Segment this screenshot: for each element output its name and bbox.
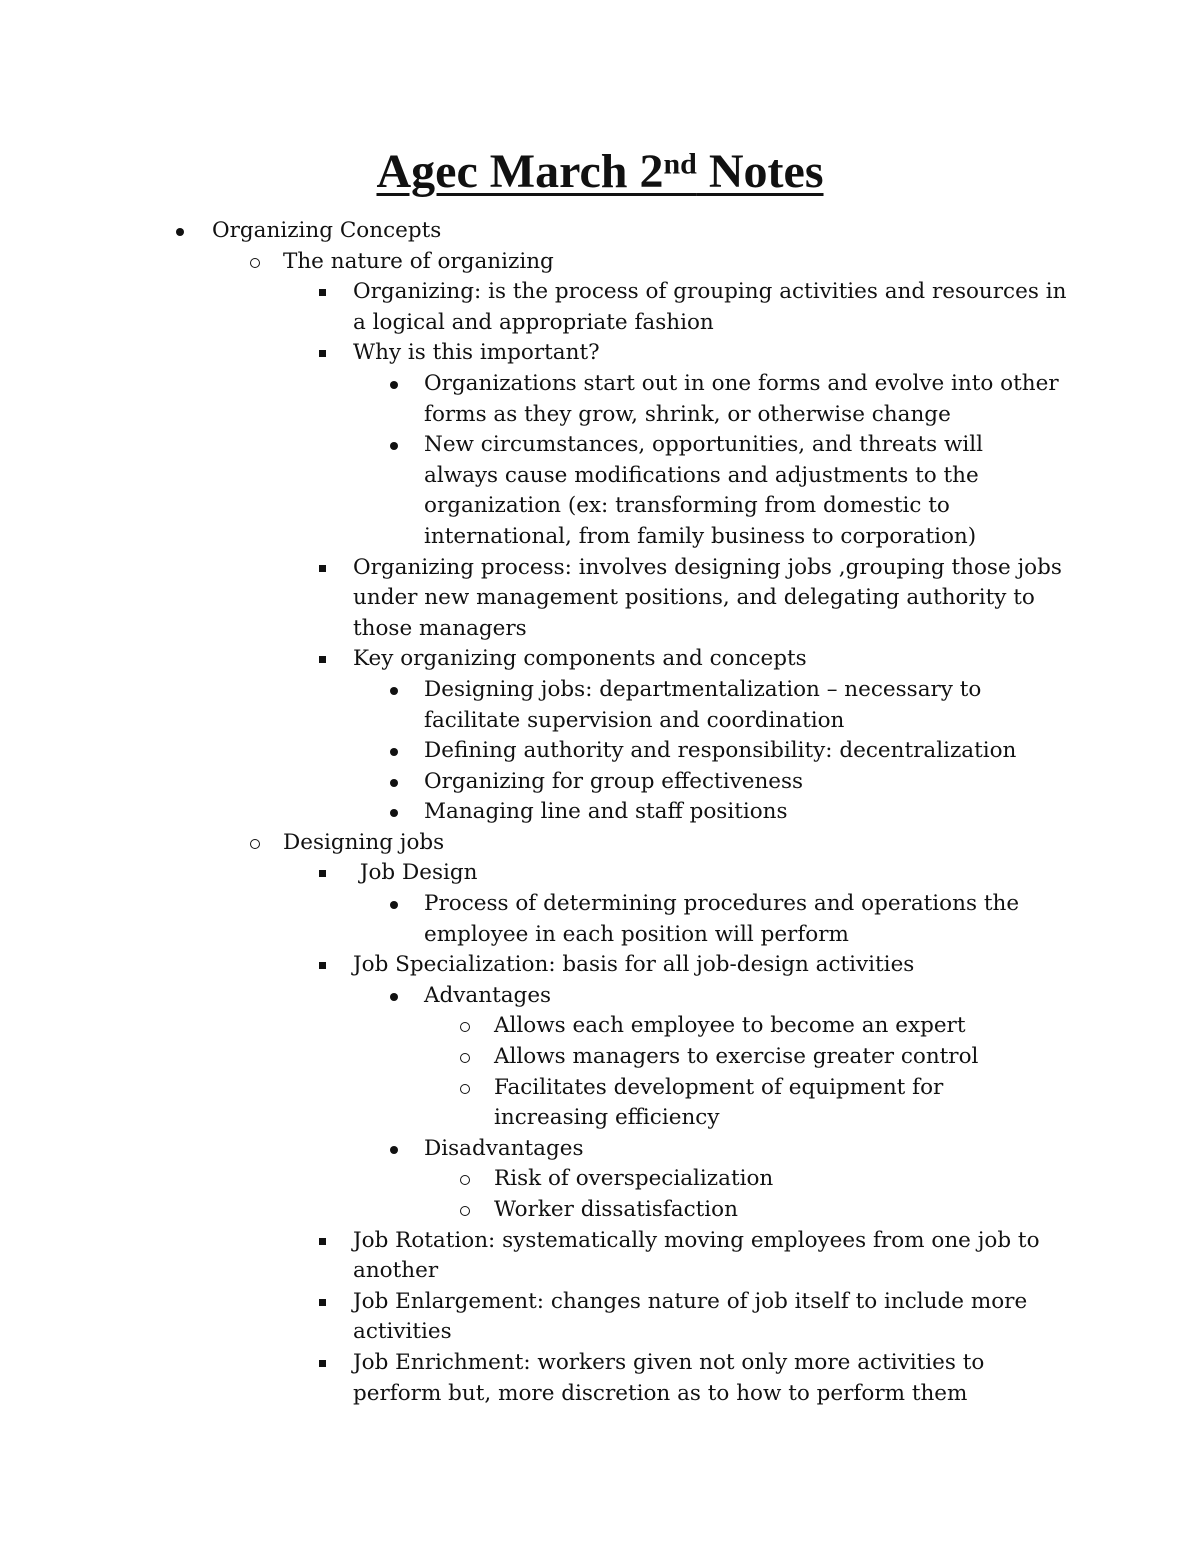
outline-item-line: Organizing: is the process of grouping activities and resources in: [353, 279, 1067, 305]
outline-item: [0, 981, 1200, 1012]
title-main: Agec March 2: [376, 145, 664, 198]
outline-item-line: New circumstances, opportunities, and threats will: [424, 432, 983, 458]
outline-item: [0, 1195, 1200, 1226]
bullet-dot-icon: [390, 809, 398, 817]
bullet-square-icon: [319, 350, 326, 357]
outline-item-line: Why is this important?: [353, 340, 600, 366]
title-superscript: nd: [663, 147, 697, 181]
bullet-square-icon: [319, 962, 326, 969]
outline-item-line: Process of determining procedures and operations the: [424, 891, 1020, 917]
outline-item-line: Allows managers to exercise greater control: [494, 1044, 979, 1070]
outline-item-line: Designing jobs: departmentalization – necessary to: [424, 676, 982, 702]
bullet-square-icon: [319, 1238, 326, 1245]
bullet-square-icon: [319, 656, 326, 663]
outline-item: [0, 736, 1200, 767]
outline-item-line: Job Rotation: systematically moving employees from one job to: [353, 1227, 1040, 1253]
bullet-circle-icon: [250, 839, 260, 849]
bullet-dot-icon: [390, 381, 398, 389]
outline-item-line: another: [353, 1258, 439, 1284]
outline-item: [0, 644, 1200, 675]
outline-item-line: Defining authority and responsibility: decentralization: [424, 738, 1017, 764]
outline-item: [0, 247, 1200, 278]
outline-item: [0, 950, 1200, 981]
outline-item-line: Facilitates development of equipment for: [494, 1074, 944, 1100]
notes-outline: [0, 216, 1200, 1409]
outline-item-line: activities: [353, 1319, 452, 1345]
outline-item-line: Job Specialization: basis for all job-design activities: [353, 952, 915, 978]
outline-item: [0, 216, 1200, 247]
outline-item-line: always cause modifications and adjustments to the: [424, 462, 979, 488]
bullet-dot-icon: [390, 687, 398, 695]
bullet-square-icon: [319, 289, 326, 296]
outline-item-line: those managers: [353, 615, 527, 641]
bullet-square-icon: [319, 870, 326, 877]
outline-item-line: forms as they grow, shrink, or otherwise change: [424, 401, 951, 427]
outline-item: [0, 277, 1200, 338]
outline-item: [0, 858, 1200, 889]
page-title-text: [376, 145, 823, 198]
outline-item-line: Designing jobs: [283, 829, 445, 855]
bullet-dot-icon: [390, 779, 398, 787]
outline-item: [0, 1073, 1200, 1134]
outline-item-line: Organizing Concepts: [212, 218, 442, 243]
outline-item-line: Job Enlargement: changes nature of job itself to include more: [353, 1288, 1028, 1314]
bullet-circle-icon: [460, 1022, 470, 1032]
bullet-circle-icon: [460, 1084, 470, 1094]
outline-item-line: a logical and appropriate fashion: [353, 309, 714, 335]
outline-item-line: Advantages: [424, 982, 552, 1008]
outline-item: [0, 430, 1200, 552]
title-rest: Notes: [696, 145, 824, 198]
outline-item: [0, 1348, 1200, 1409]
bullet-circle-icon: [460, 1206, 470, 1216]
bullet-circle-icon: [250, 258, 260, 268]
outline-item: [0, 1226, 1200, 1287]
outline-item-line: Managing line and staff positions: [424, 799, 788, 825]
outline-item: [0, 1011, 1200, 1042]
outline-item: [0, 797, 1200, 828]
bullet-circle-icon: [460, 1053, 470, 1063]
outline-item-line: organization (ex: transforming from domestic to: [424, 493, 950, 519]
outline-item-line: perform but, more discretion as to how to perform them: [353, 1380, 968, 1406]
outline-item: [0, 767, 1200, 798]
outline-item-line: under new management positions, and delegating authority to: [353, 585, 1035, 611]
outline-item-line: Allows each employee to become an expert: [494, 1013, 966, 1039]
bullet-dot-icon: [390, 993, 398, 1001]
outline-item-line: The nature of organizing: [283, 248, 554, 274]
outline-item: [0, 338, 1200, 369]
page-title: [0, 140, 1200, 204]
outline-item: [0, 369, 1200, 430]
outline-item-line: Organizing process: involves designing jobs ,grouping those jobs: [353, 554, 1062, 580]
outline-item: [0, 1042, 1200, 1073]
outline-item-line: Job Enrichment: workers given not only more activities to: [353, 1349, 985, 1375]
bullet-dot-icon: [176, 228, 184, 236]
bullet-circle-icon: [460, 1175, 470, 1185]
outline-item: [0, 1134, 1200, 1165]
outline-item-line: Job Design: [353, 860, 478, 886]
outline-item-line: Worker dissatisfaction: [494, 1197, 738, 1222]
bullet-dot-icon: [390, 1146, 398, 1154]
outline-item-line: Risk of overspecialization: [494, 1166, 774, 1192]
outline-item: [0, 1287, 1200, 1348]
bullet-dot-icon: [390, 901, 398, 909]
outline-item: [0, 553, 1200, 645]
outline-item-line: Organizations start out in one forms and evolve into other: [424, 370, 1059, 396]
outline-item-line: increasing efficiency: [494, 1105, 720, 1131]
outline-item-line: Key organizing components and concepts: [353, 646, 807, 672]
bullet-dot-icon: [390, 748, 398, 756]
outline-item: [0, 828, 1200, 859]
outline-item-line: facilitate supervision and coordination: [424, 707, 845, 733]
outline-item-line: Disadvantages: [424, 1135, 584, 1161]
bullet-dot-icon: [390, 442, 398, 450]
bullet-square-icon: [319, 1360, 326, 1367]
outline-item: [0, 1164, 1200, 1195]
outline-item-line: employee in each position will perform: [424, 921, 849, 947]
outline-item: [0, 675, 1200, 736]
outline-item-line: international, from family business to corporation): [424, 523, 977, 549]
bullet-square-icon: [319, 1299, 326, 1306]
outline-item: [0, 889, 1200, 950]
outline-item-line: Organizing for group effectiveness: [424, 768, 804, 794]
bullet-square-icon: [319, 565, 326, 572]
